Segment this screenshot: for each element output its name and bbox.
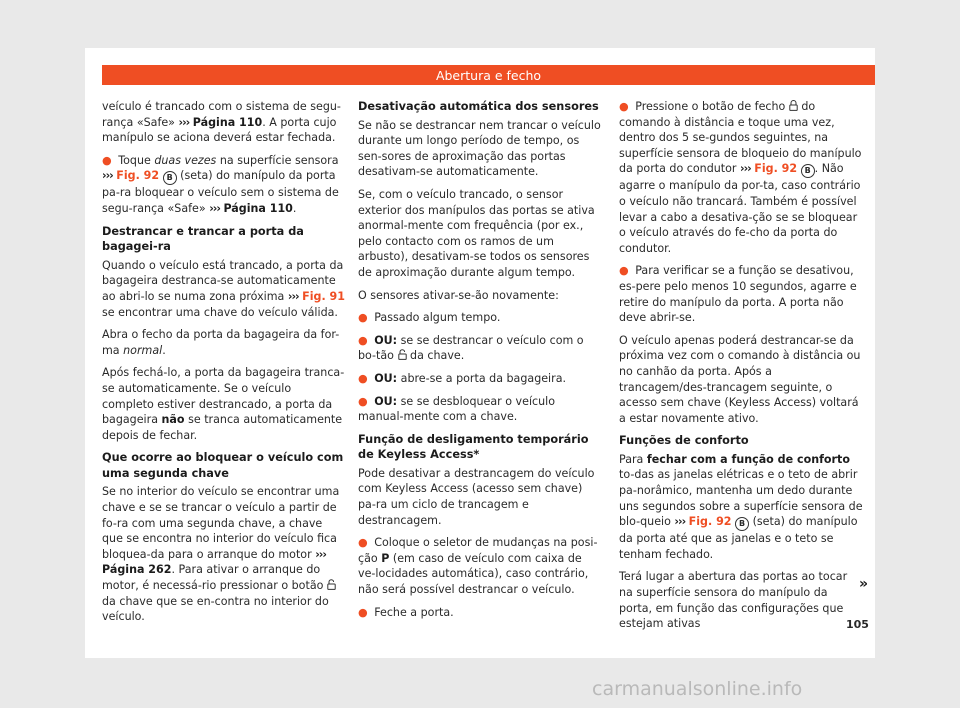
paragraph: Para fechar com a função de conforto to-das as janelas elétricas e o teto de abrir pa-norâmico, mantenha um dedo durante uns segundos sobre a superfície sensora de blo-queio ››› Fig. 92 B (seta) do manípulo da porta até que as janelas e o teto se tenham fechado. <box>619 452 863 561</box>
paragraph: Após fechá-lo, a porta da bagageira tranca-se automaticamente. Se o veículo completo estiver destrancado, a porta da bagageira não se tranca automaticamente depois de fechar. <box>102 366 345 442</box>
callout-b-icon: B <box>163 171 177 185</box>
column-right <box>619 99 863 632</box>
bullet-item: ● OU: se se destrancar o veículo com o bo-tão da chave. <box>358 333 584 363</box>
page-link[interactable]: Página 262 <box>102 563 172 577</box>
paragraph: O veículo apenas poderá destrancar-se da próxima vez com o comando à distância ou no canhão da porta. Após a trancagem/des-trancagem seguinte, o acesso sem chave (Keyless Access) voltará a estar novamente ativo. <box>619 333 861 425</box>
paragraph: veículo é trancado com o sistema de segu-rança «Safe» ››› Página 110. A porta cujo manípulo se aciona deverá estar fechada. <box>102 100 341 145</box>
bullet-icon: ● <box>102 153 112 167</box>
bullet-item: ● Pressione o botão de fecho do comando à distância e toque uma vez, dentro dos 5 se-gundos seguintes, na superfície sensora de bloqueio do manípulo da porta do condutor ››› Fig. 92 B . Não agarre o manípulo da por-ta, caso contrário o veículo não trancará. Também é possível levar a cabo a desativa-ção se se bloquear o veículo através do fe-cho da porta do condutor. <box>619 100 862 255</box>
bullet-item: ● Coloque o seletor de mudanças na posi-ção P (em caso de veículo com caixa de ve-locidades automática), caso contrário, não será possível destrancar o veículo. <box>358 536 598 597</box>
bullet-item: ● OU: abre-se a porta da bagageira. <box>358 371 567 385</box>
bullet-icon: ● <box>358 605 368 619</box>
bullet-icon: ● <box>358 371 368 385</box>
section-header <box>102 65 875 85</box>
bullet-item: ● Feche a porta. <box>358 605 454 619</box>
bullet-item: ● Passado algum tempo. <box>358 311 501 325</box>
callout-b-icon: B <box>735 517 749 531</box>
figure-link[interactable]: Fig. 91 <box>302 289 345 303</box>
paragraph: Se não se destrancar nem trancar o veículo durante um longo período de tempo, os sen-sores de aproximação das portas desativam-se automaticamente. <box>358 118 601 179</box>
unlock-icon <box>398 349 407 360</box>
page-link[interactable]: Página 110 <box>223 201 293 215</box>
paragraph: Terá lugar a abertura das portas ao tocar na superfície sensora do manípulo da porta, em função das configurações que estejam ativas <box>619 570 848 631</box>
bullet-item: ● Toque duas vezes na superfície sensora ››› Fig. 92 B (seta) do manípulo da porta pa-ra bloquear o veículo sem o sistema de segu-rança «Safe» ››› Página 110. <box>102 153 339 215</box>
bullet-item: ● Para verificar se a função se desativou, es-pere pelo menos 10 segundos, agarre e retire do manípulo da porta. A porta não deve abrir-se. <box>619 264 857 325</box>
paragraph: Quando o veículo está trancado, a porta da bagageira destranca-se automaticamente ao abri-lo se numa zona próxima ››› Fig. 91 se encontrar uma chave do veículo válida. <box>102 258 345 319</box>
section-title: Abertura e fecho <box>435 67 542 83</box>
paragraph: Abra o fecho da porta da bagageira da for-ma normal. <box>102 328 340 357</box>
figure-link[interactable]: Fig. 92 <box>116 169 160 183</box>
lock-icon <box>789 100 798 111</box>
figure-link[interactable]: Fig. 92 <box>688 515 732 529</box>
column-middle <box>358 99 602 627</box>
paragraph: Se no interior do veículo se encontrar uma chave e se se trancar o veículo a partir de fo-ra com uma segunda chave, a chave que se encontra no interior do veículo fica bloquea-da para o arranque do motor ››› Página 262. Para ativar o arranque do motor, é necessá-rio pressionar o botão da chave que se en-contra no interior do veículo. <box>102 485 340 624</box>
bullet-icon: ● <box>358 394 368 408</box>
page-number: 105 <box>846 618 869 631</box>
bullet-icon: ● <box>358 536 368 550</box>
bullet-icon: ● <box>358 333 368 347</box>
continue-mark: » <box>859 576 869 592</box>
watermark: carmanualsonline.info <box>592 678 803 700</box>
subheading: Que ocorre ao bloquear o veículo com uma segunda chave <box>102 451 344 480</box>
subheading: Desativação automática dos sensores <box>358 100 599 113</box>
paragraph: Pode desativar a destrancagem do veículo com Keyless Access (acesso sem chave) pa-ra um ciclo de trancagem e destrancagem. <box>358 466 595 527</box>
figure-link[interactable]: Fig. 92 <box>754 162 798 176</box>
subheading: Destrancar e trancar a porta da bagagei-ra <box>102 224 304 254</box>
column-left <box>102 99 346 625</box>
bullet-item: ● OU: se se desbloquear o veículo manual-mente com a chave. <box>358 394 556 424</box>
paragraph: Se, com o veículo trancado, o sensor exterior dos manípulos das portas se ativa anormal-mente com frequência (por ex., pelo contacto com os ramos de um arbusto), desativam-se todos os sensores de aproximação durante algum tempo. <box>358 187 595 279</box>
callout-b-icon: B <box>801 164 815 178</box>
bullet-icon: ● <box>358 311 368 325</box>
bullet-icon: ● <box>619 100 629 113</box>
subheading: Funções de conforto <box>619 434 749 448</box>
paragraph: O sensores ativar-se-ão novamente: <box>358 288 559 302</box>
page-link[interactable]: Página 110 <box>192 115 263 129</box>
unlock-icon <box>327 579 336 590</box>
bullet-icon: ● <box>619 264 629 278</box>
subheading: Função de desligamento temporário de Keyless Access* <box>358 432 589 462</box>
